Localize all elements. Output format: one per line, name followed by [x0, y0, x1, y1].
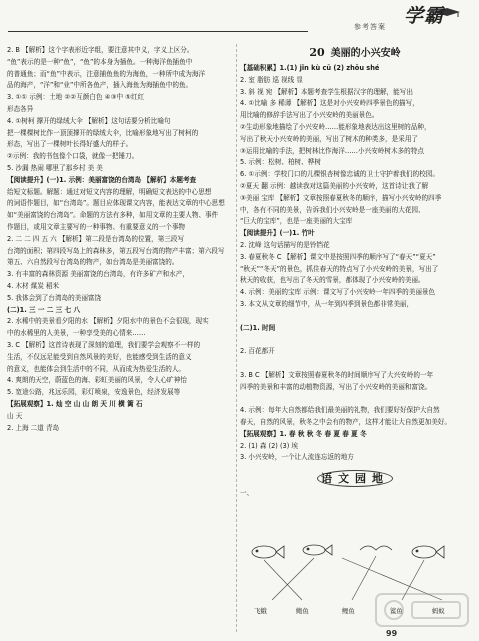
answer-line: (二)1. 三 一 二 三 七 八	[7, 305, 81, 314]
answer-line: 3. 本文从文章的细节中，从一年到四季到景色都非常美丽，	[240, 299, 414, 308]
answer-line: 用比喻的修辞手法写出了小兴安岭的美丽景色。	[240, 111, 379, 120]
answer-line: 3. C 【解析】这首诗表现了深刻的道理，我们要学会观察不一样的	[7, 340, 201, 349]
answer-line: 【阅读提升】(一)1. 示例：美丽富饶的台湾岛 【解析】本题考查	[7, 175, 197, 184]
answer-line: “鱼”表示的是一种“鱼”，“鱼”的本身为插鱼。一种海洋鱼插鱼中	[7, 57, 193, 66]
answer-line: 的意义，也能体会到生活中的不同，从而成为热爱生活的人。	[7, 364, 186, 373]
fish-icon	[252, 546, 284, 558]
match-label: 鲤鱼	[342, 607, 355, 615]
match-label: 鲍鱼	[296, 607, 309, 615]
answer-line: 给短文标题。解题：通过对短文内容的理解，明确短文表达的中心思想	[7, 187, 212, 196]
lesson-title	[240, 45, 470, 61]
answer-line: ③美丽 宝库 【解析】文章按照春夏秋冬的顺序，描写小兴安岭的四季	[240, 193, 442, 202]
match-label: 鲨鱼	[390, 607, 403, 615]
garden-section-mark: 一、	[240, 489, 254, 498]
answer-line: 的普通鱼；而“鱼”中表示，注意捕鱼鱼的为海鱼，一种所中成为海洋	[7, 69, 206, 78]
answer-line: 3. ①① 示例：土地 ②②互颜白色 ④③中 ⑤红红	[7, 93, 145, 102]
answer-line: 春天，自然的风景，秋冬之中会有的物产，这样才能让大自然更加美好。	[240, 417, 451, 426]
answer-line: 2. 室 脂肪 巡 视线 显	[240, 75, 303, 84]
answer-line: ②示例：我的书包像个口袋，就像一把锤刀。	[7, 152, 139, 161]
match-label: 蚂蚁	[432, 607, 445, 615]
page-header	[0, 0, 479, 40]
answer-line: 作题目，或用文章主要写的一种事物、有重要意义的一个事物	[7, 222, 186, 231]
right-column	[240, 45, 470, 500]
answer-line: 生活，不仅远足能受到自然风景的美好，也能感受到生活的意义	[7, 352, 192, 361]
answer-line: 4. 示例：每年大自然都给我们最美丽的礼物，我们要好好保护大自然	[240, 406, 440, 415]
header-rule	[8, 31, 308, 32]
page-number: 99	[386, 629, 398, 638]
answer-line: 【阅读提升】(一)1. 竹叶	[240, 229, 315, 238]
answer-line: 形态，写出了一棵树叶长得好盛大的样子。	[7, 140, 133, 149]
answer-line: 5. 宽途公路，兆远乐园，彩灯喷泉，安逸景色，经济发展等	[7, 388, 181, 397]
answer-line: 【基础积累】1.(1) jǐn kù cū (2) zhōu shé	[240, 64, 380, 72]
answer-line: 中，各有不同的美景，告诉我们小兴安岭是一座美丽的大花园、	[240, 205, 425, 214]
answer-line: ②生动形象地描绘了小兴安岭……能形象地表达出这里树的品种，	[240, 122, 431, 131]
answer-line: 秋天的收获，也写出了冬天的雪景，都体现了小兴安岭的美丽。	[240, 276, 425, 285]
answer-line: 台湾的面积；第四段写岛上的森林多，第五段写台湾的物产丰富；第六段写	[7, 246, 225, 255]
fish-icon	[303, 545, 332, 555]
answer-line: 3. 小兴安岭，一个让人流连忘返的地方	[240, 453, 354, 462]
column-divider	[236, 44, 237, 632]
answer-line: 5. 我体会到了台湾岛的美丽富饶	[7, 293, 102, 302]
answer-line	[240, 311, 470, 323]
answer-line	[240, 393, 470, 405]
answer-line: 2. 二 二 四 五 六 【解析】第二段是台湾岛的位置，第三段写	[7, 234, 185, 243]
answer-line: 山 天	[7, 411, 23, 420]
answer-line	[240, 358, 470, 370]
answer-line: 2. 上海 二道 青岛	[7, 423, 60, 432]
answer-line: 3. B C 【解析】文章按照春夏秋冬的时间顺序写了大兴安岭的一年	[240, 370, 434, 379]
bird-icon	[360, 546, 392, 550]
answer-line: 品的海产，“洋”和“业”中所各鱼产，插入海鱼为海插鱼中的鱼。	[7, 81, 193, 90]
fish-icon	[412, 546, 444, 558]
garden-title: 语文园地	[240, 470, 470, 488]
answer-line: 2. 水稀中的美景看夕阳的水 【解析】夕阳水中的景色不会很现，现实	[7, 317, 209, 326]
answer-line	[240, 334, 470, 346]
answer-line: 四季的美景和丰富的动植物资源，写出了小兴安岭的美丽和富饶。	[240, 382, 432, 391]
answer-line: 第五、六自然段写台湾岛的物产，如台湾岛是美丽富饶的。	[7, 258, 179, 267]
answer-line: 4. 示例：美丽的宝库 示例：课文写了小兴安岭一年四季的美丽景色	[240, 288, 436, 297]
answer-line: ②夏天 翻 示例：越读我对这篇美丽的小兴安岭，这首诗让我了解	[240, 181, 429, 190]
answer-line: 把一棵棵树比作一顶顶撑开的绿绒大伞，比喻形象地写出了树柯的	[7, 128, 199, 137]
brand-logo	[392, 5, 466, 38]
answer-line: 中的水稀里的人美景，一种享受美的心情来……	[7, 329, 146, 338]
answer-line: 的词语作题目，如“台湾岛”。题目应体现课文内容，能表达文章的中心思想	[7, 199, 225, 208]
answer-line: 2. 沈峰 这句话描写的是铃铛花	[240, 240, 330, 249]
answer-line: 形态各异	[7, 104, 34, 113]
answer-line: “巨大的宝库”，也是一座美丽的大宝库	[240, 217, 353, 226]
answer-line: 写出了秋天小兴安岭的美丽，写出了树木的种类多，是采用了	[240, 134, 419, 143]
right-answer-lines	[240, 63, 470, 464]
answer-line: 5. 示例：松树、柏树、桦树	[240, 158, 321, 167]
answer-line: 2. 百花都开	[240, 347, 275, 356]
answer-line: 4. 爽朗的天空，蔚蓝色的海、彩虹美丽的风景，令人心旷神怡	[7, 376, 187, 385]
watermark-stamp	[372, 590, 472, 630]
answers-label: 参考答案	[354, 23, 386, 31]
logo-text: 学霸	[404, 5, 445, 27]
answer-line: 4. ①比喻 多 稀薄 【解析】这是对小兴安岭四季景色的描写，	[240, 99, 419, 108]
lesson-name: 美丽的小兴安岭	[330, 48, 401, 59]
match-label: 飞蛾	[254, 607, 267, 615]
left-column	[7, 45, 234, 434]
answer-line: 4. ①树柯 撑开的绿绒大伞 【解析】这句话要分析比喻句	[7, 116, 171, 125]
answer-line: 【拓展观察】1. 春 秋 秋 冬 春 夏 春 夏 冬	[240, 429, 367, 438]
answer-line: 【拓展观察】1. 灿 空 山 山 朗 天 川 横 篱 石	[7, 399, 143, 408]
answer-line: 4. 木材 煤炭 稻米	[7, 281, 60, 290]
answer-line: 2. (1) 森 (2) (3) 埃	[240, 441, 298, 450]
answer-line: 3. 斜 视 宛 【解析】本题考查学生根据汉字的理解，能写出	[240, 87, 413, 96]
answer-line: 2. B 【解析】这个字表形近字组，要注意其中义，字义上区分。	[7, 46, 194, 54]
answer-line: “秋天”“冬天”的景色，抓住春天的特点写了小兴安岭的美景，写出了	[240, 264, 439, 273]
answer-line: (二)1. 时间	[240, 323, 276, 332]
answer-line: 3. 春夏秋冬 C 【解析】课文中是按照四季的顺序写了“春天”“夏天”	[240, 252, 436, 261]
lesson-number: 20	[309, 46, 325, 59]
answer-line: 如“美丽富饶的台湾岛”。命题的方法有多种，如用文章的主要人物、事件	[7, 211, 219, 220]
answer-line: ③运用比喻的手法，把树林比作海洋……小兴安岭树木多的特点	[240, 146, 424, 155]
answer-line: 6. ①示例：学校门口的儿棵银杏树像忠诚的卫士守护着我们的校园。	[240, 170, 439, 179]
answer-line: 3. 有丰富的森林资源 美丽富饶的台湾岛，有许多矿产和水产，	[7, 270, 189, 279]
answer-line: 5. 沙漏 热闹 哪里了那乡村 美 美	[7, 163, 103, 172]
